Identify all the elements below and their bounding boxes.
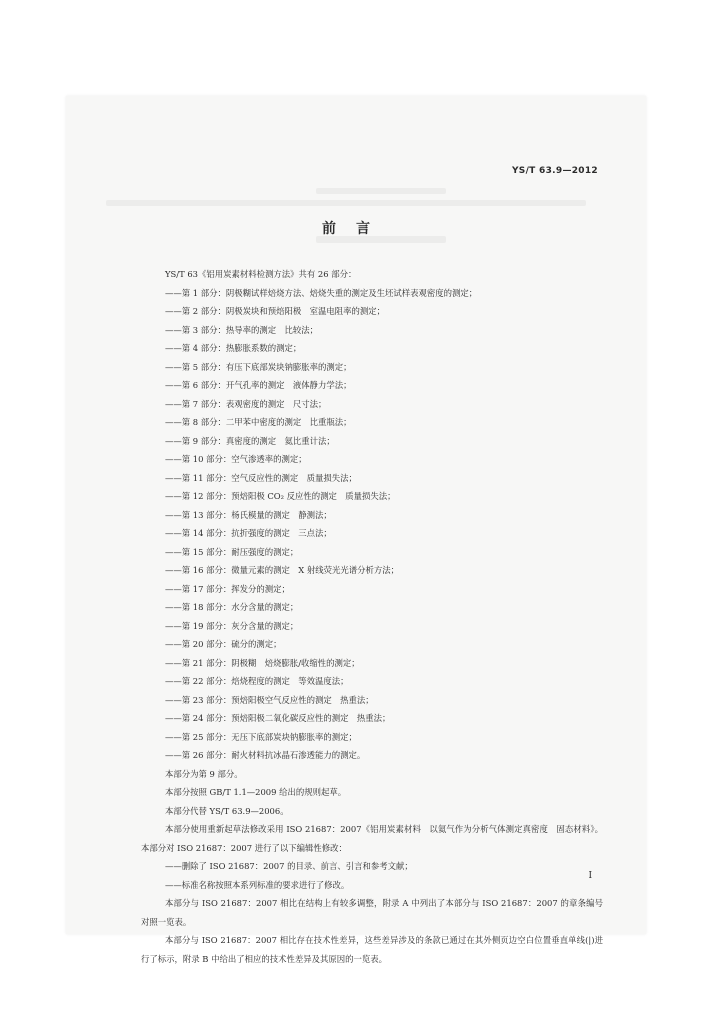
part-item: ——第 19 部分：灰分含量的测定； [165, 620, 299, 631]
part-item: ——第 18 部分：水分含量的测定； [165, 602, 299, 612]
part-item: ——第 1 部分：阴极糊试样焙烧方法、焙烧失重的测定及生坯试样表观密度的测定； [165, 287, 478, 298]
part-item: ——第 4 部分：热膨胀系数的测定； [165, 343, 302, 353]
part-item: ——第 9 部分：真密度的测定 氦比重计法； [165, 435, 335, 446]
note-bullet: ——删除了 ISO 21687：2007 的目录、前言、引言和参考文献； [165, 861, 413, 871]
standard-code: YS/T 63.9—2012 [511, 166, 598, 176]
part-item: ——第 10 部分：空气渗透率的测定； [165, 454, 307, 464]
part-item: ——第 24 部分：预焙阳极二氧化碳反应性的测定 热重法； [165, 713, 391, 723]
part-item: ——第 17 部分：挥发分的测定； [165, 583, 290, 594]
part-item: ——第 6 部分：开气孔率的测定 液体静力学法； [165, 380, 352, 390]
foreword-body [141, 265, 603, 968]
intro-line: YS/T 63《铝用炭素材料检测方法》共有 26 部分： [165, 269, 357, 279]
part-item: ——第 12 部分：预焙阳极 CO₂ 反应性的测定 质量损失法； [165, 491, 396, 501]
part-item: ——第 14 部分：抗折强度的测定 三点法； [165, 528, 332, 538]
part-item: ——第 2 部分：阴极炭块和预焙阳极 室温电阻率的测定； [165, 306, 386, 316]
page-title: 前言 [322, 221, 390, 237]
note-paragraph: 本部分使用重新起草法修改采用 ISO 21687：2007《铝用炭素材料 以氦气作为分析气体测定真密度 固态材料》。本部分对 ISO 21687：2007 进行了以下编辑性修改： [141, 824, 603, 853]
note-paragraph: 本部分与 ISO 21687：2007 相比在结构上有较多调整，附录 A 中列出了本部分与 ISO 21687：2007 的章条编号对照一览表。 [141, 898, 603, 927]
part-item: ——第 20 部分：硫分的测定； [165, 639, 282, 649]
note-bullet: ——标准名称按照本系列标准的要求进行了修改。 [165, 879, 350, 890]
part-item: ——第 3 部分：热导率的测定 比较法； [165, 324, 319, 335]
part-item: ——第 26 部分：耐火材料抗冰晶石渗透能力的测定。 [165, 750, 366, 760]
note-line: 本部分代替 YS/T 63.9—2006。 [165, 805, 289, 816]
part-item: ——第 23 部分：预焙阳极空气反应性的测定 热重法； [165, 694, 374, 705]
part-item: ——第 16 部分：微量元素的测定 X 射线荧光光谱分析方法； [165, 565, 399, 575]
note-line: 本部分为第 9 部分。 [165, 768, 243, 779]
part-item: ——第 21 部分：阴极糊 焙烧膨胀/收缩性的测定； [165, 657, 360, 668]
part-item: ——第 11 部分：空气反应性的测定 质量损失法； [165, 472, 357, 483]
part-item: ——第 8 部分：二甲苯中密度的测定 比重瓶法； [165, 417, 352, 427]
bleed-through-mark [316, 188, 446, 194]
part-item: ——第 5 部分：有压下底部炭块钠膨胀率的测定； [165, 361, 352, 372]
document-page [66, 96, 646, 964]
note-paragraph: 本部分与 ISO 21687：2007 相比存在技术性差异，这些差异涉及的条款已通过在其外侧页边空白位置垂直单线(|)进行了标示，附录 B 中给出了相应的技术性差异及其原因的一览表。 [141, 935, 603, 964]
part-item: ——第 7 部分：表观密度的测定 尺寸法； [165, 398, 327, 409]
page-number: I [588, 871, 592, 881]
part-item: ——第 22 部分：焙烧程度的测定 等效温度法； [165, 676, 349, 686]
part-item: ——第 25 部分：无压下底部炭块钠膨胀率的测定； [165, 731, 357, 742]
part-item: ——第 13 部分：杨氏模量的测定 静测法； [165, 509, 332, 520]
part-item: ——第 15 部分：耐压强度的测定； [165, 546, 299, 557]
note-line: 本部分按照 GB/T 1.1—2009 给出的规则起草。 [165, 787, 347, 797]
bleed-through-mark [106, 200, 586, 206]
